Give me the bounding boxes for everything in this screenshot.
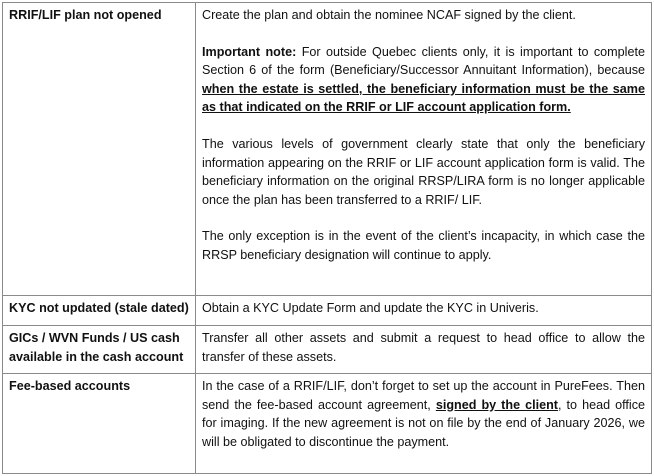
emphasized-text: when the estate is settled, the beneficiary information must be the same as that indicated on the RRIF or LIF account application form. [202,81,645,115]
text: , to head office for imaging. If the new agreement is not on file by the end of January 2026, we will be obligated to discontinue the payment. [202,397,646,449]
row-description [196,3,652,296]
important-note-label: Important note: [202,44,297,59]
paragraph: The various levels of government clearly state that only the beneficiary information appearing on the RRIF or LIF account application form is valid. The beneficiary information on the original RRSP/LIRA form is no longer applicable once the plan has been transferred to a RRIF/ LIF. [202,136,645,207]
row-label: Fee-based accounts [3,374,196,474]
paragraph: Transfer all other assets and submit a request to head office to allow the transfer of these assets. [202,331,645,364]
text: In the case of a RRIF/LIF, don’t forget to set up the account in PureFees. Then send the fee-based account agreement, [202,379,645,412]
table-row [3,3,652,296]
row-description [196,374,652,474]
row-label: GICs / WVN Funds / US cash available in the cash account [3,326,196,374]
paragraph [202,377,645,451]
important-note-paragraph [202,43,645,117]
row-description [196,296,652,326]
table-row [3,326,652,374]
note-text: For outside Quebec clients only, it is important to complete Section 6 of the form (Beneficiary/Successor Annuitant Information), because [202,44,645,78]
paragraph: The only exception is in the event of the client’s incapacity, in which case the RRSP beneficiary designation will continue to apply. [202,229,645,262]
guidelines-table [2,2,652,474]
paragraph: Create the plan and obtain the nominee NCAF signed by the client. [202,8,576,22]
table-row [3,296,652,326]
row-label: KYC not updated (stale dated) [3,296,196,326]
paragraph: Obtain a KYC Update Form and update the KYC in Univeris. [202,301,539,315]
emphasized-text: signed by the client [435,397,559,412]
table-row [3,374,652,474]
row-label: RRIF/LIF plan not opened [3,3,196,296]
row-description [196,326,652,374]
